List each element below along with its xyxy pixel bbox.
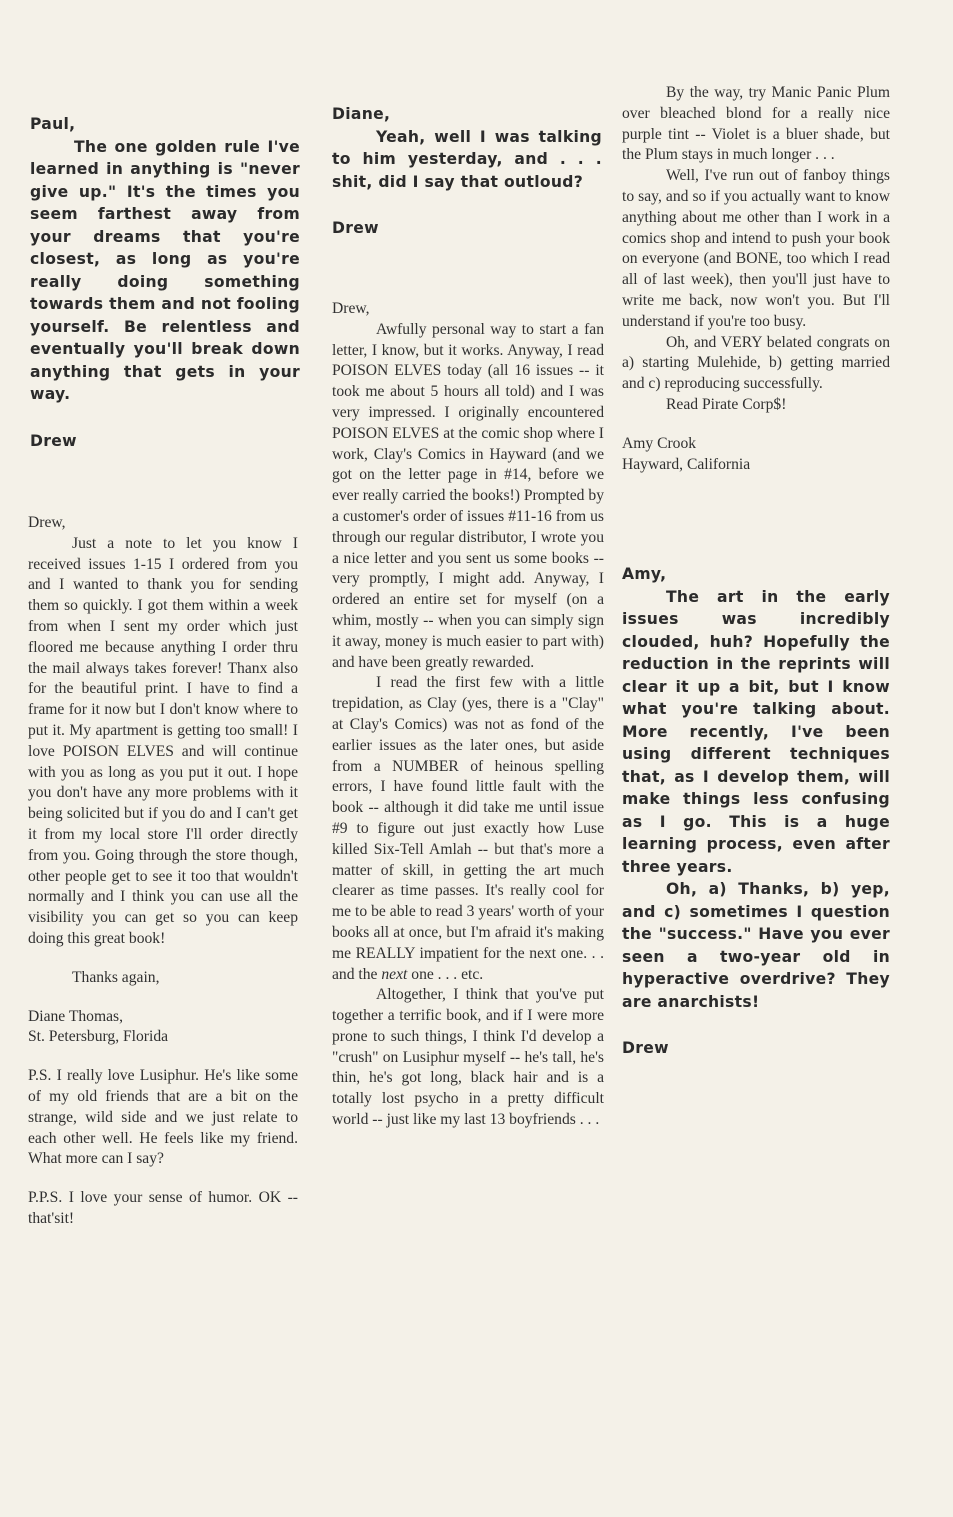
emphasis-next: next bbox=[381, 965, 408, 983]
letter-paragraph-2-text: I read the first few with a little trepidation, as Clay (yes, there is a "Clay" at Clay's Comics) was not as fond of the earlier issues as the later ones, but aside from a NUMBER of heinous spelling errors, I have found little fault with the book -- although it did take me until issue #9 to figure out just exactly how Luse killed Six-Tell Amlah -- but that's more a matter of skill, in getting the art much clearer as time passes. It's really cool for me to be able to read 3 years' worth of your books all at once, but I'm afraid it's making me REALLY impatient for the next one. . . and the bbox=[332, 674, 604, 983]
reply-signature: Drew bbox=[332, 219, 379, 237]
reply-salutation: Paul, bbox=[30, 115, 76, 133]
letter-paragraph-6: Oh, and VERY belated congrats on a) starting Mulehide, b) getting married and c) reproducing successfully. bbox=[622, 333, 890, 393]
reply-signature: Drew bbox=[622, 1039, 669, 1057]
reply-paragraph-1: The art in the early issues was incredibly clouded, huh? Hopefully the reduction in the reprints will clear it up a bit, but I know what you're talking about. More recently, I've been using different techniques that, as I develop them, will make things less confusing as I go. This is a huge learning process, even after three years. bbox=[622, 587, 890, 876]
letter-paragraph-2 bbox=[332, 673, 604, 985]
letter-paragraph-2-end: one . . . etc. bbox=[411, 965, 484, 983]
reply-salutation: Amy, bbox=[622, 565, 667, 583]
letter-postscript: P.S. I really love Lusiphur. He's like some of my old friends that are a bit on the strange, wild side and we just relate to each other well. He feels like my friend. What more can I say? bbox=[28, 1067, 298, 1168]
letter-paragraph-1: Awfully personal way to start a fan letter, I know, but it works. Anyway, I read POISON ELVES today (all 16 issues -- it took me about 5 hours all told) and I was very impressed. I originally encountered POISON ELVES at the comic shop where I work, Clay's Comics in Hayward (and we got on the letter page in #14, before we ever really carried the books!) Prompted by a customer's order of issues #11-16 from us through our regular distributor, I wrote you a nice letter and you sent us some books -- very promptly, I might add. Anyway, I ordered an entire set for myself (on a whim, mostly -- when you can simply sign it away, money is much easier to part with) and have been greatly rewarded. bbox=[332, 320, 604, 671]
reply-paragraph-2: Oh, a) Thanks, b) yep, and c) sometimes I question the "success." Have you ever seen a two-year old in hyperactive overdrive? They are anarchists! bbox=[622, 880, 890, 1011]
letter-second-postscript: P.P.S. I love your sense of humor. OK -- that'sit! bbox=[28, 1189, 298, 1227]
letter-author-location: St. Petersburg, Florida bbox=[28, 1028, 169, 1046]
letter-paragraph-3: Altogether, I think that you've put together a terrific book, and if I were more prone to such things, I think I'd develop a "crush" on Lusiphur myself -- he's tall, he's thin, he's got long, black hair and is a totally lost psycho in a pretty difficult world -- just like my last 13 boyfriends . . . bbox=[332, 986, 604, 1129]
letter-author-location: Hayward, California bbox=[622, 455, 751, 473]
letter-author-name: Diane Thomas, bbox=[28, 1007, 123, 1025]
letter-salutation: Drew, bbox=[28, 514, 66, 531]
letter-from-amy bbox=[332, 299, 604, 1131]
letter-paragraph-4: By the way, try Manic Panic Plum over bleached blond for a really nice purple tint -- Violet is a bluer shade, but the Plum stays in much longer . . . bbox=[622, 84, 890, 164]
reply-body: Yeah, well I was talking to him yesterday, and . . . shit, did I say that outloud? bbox=[332, 127, 602, 191]
reply-signature: Drew bbox=[30, 431, 77, 450]
reply-to-diane bbox=[332, 103, 602, 240]
reply-to-paul bbox=[30, 113, 300, 452]
letter-paragraph-7: Read Pirate Corp$! bbox=[666, 395, 787, 413]
letter-paragraph-5: Well, I've run out of fanboy things to say, and so if you actually want to know anything about me other than I work in a comics shop and intend to push your book on everyone (and BONE, too which I read all of last week), then you'll just have to write me back, now won't you. But I'll understand if you're too busy. bbox=[622, 167, 890, 330]
letter-closing: Thanks again, bbox=[72, 968, 160, 986]
letter-author-name: Amy Crook bbox=[622, 434, 697, 452]
reply-body: The one golden rule I've learned in anything is "never give up." It's the times you seem farthest away from your dreams that you're closest, as long as you're really doing something towards them and not fooling yourself. Be relentless and eventually you'll break down anything that gets in your way. bbox=[30, 137, 300, 403]
letter-from-diane bbox=[28, 513, 298, 1230]
letter-from-amy-continued bbox=[622, 83, 890, 475]
reply-salutation: Diane, bbox=[332, 105, 391, 123]
reply-to-amy bbox=[622, 563, 890, 1060]
letter-salutation: Drew, bbox=[332, 300, 370, 317]
letter-body: Just a note to let you know I received issues 1-15 I ordered from you and I wanted to thank you for sending them so quickly. I got them within a week from when I sent my order which just floored me because anything I order thru the mail always takes forever! Thanx also for the beautiful print. I have to find a frame for it now but I don't know where to put it. My apartment is getting too small! I love POISON ELVES and will continue with you as long as you put it out. I hope you don't have any more problems with it being solicited but if you do and I can't get it from my local store I'll order directly from you. Going through the store though, other people get to see it too that wouldn't normally and I think you can use all the visibility you can get so you can keep doing this great book! bbox=[28, 534, 298, 947]
